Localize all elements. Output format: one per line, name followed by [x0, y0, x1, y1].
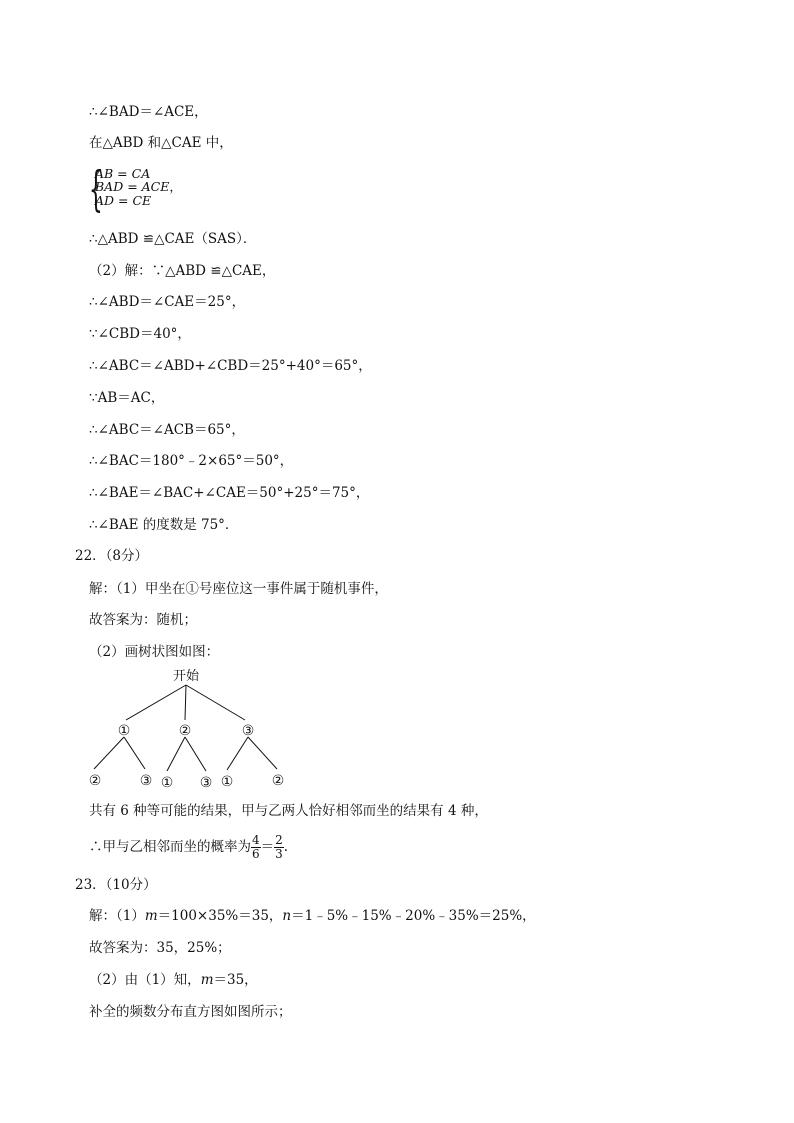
- q22-line-3: （2）画树状图如图：: [89, 644, 220, 660]
- system-brace: {: [89, 161, 103, 217]
- proof-line-12: ∴∠BAE 的度数是 75°．: [89, 517, 239, 533]
- tree-node-1: ①: [117, 723, 131, 739]
- tree-node-2: ②: [178, 723, 192, 739]
- q23-line-2: 故答案为：35，25%；: [89, 940, 231, 956]
- proof-line-10: ∴∠BAC＝180°﹣2×65°＝50°，: [89, 453, 294, 469]
- q22-line-1: 解：（1）甲坐在①号座位这一事件属于随机事件，: [89, 581, 388, 597]
- proof-line-11: ∴∠BAE＝∠BAC+∠CAE＝50°+25°＝75°，: [89, 485, 370, 501]
- proof-line-6: ∵∠CBD＝40°，: [89, 326, 191, 342]
- question-23-heading: 23．（10分）: [75, 877, 157, 893]
- proof-line-4: （2）解：∵△ABD ≌△CAE，: [89, 263, 276, 279]
- fraction-4-6: $\frac{4}{6}$: [252, 833, 260, 861]
- q23-line-1: 解：（1）m＝100×35%＝35，n＝1﹣5%﹣15%﹣20%﹣35%＝25%，: [89, 908, 536, 924]
- proof-line-9: ∴∠ABC＝∠ACB＝65°，: [89, 422, 245, 438]
- q23-line-4: 补全的频数分布直方图如图所示；: [89, 1004, 292, 1020]
- fraction-2-3: $\frac{2}{3}$: [275, 833, 283, 861]
- proof-line-2: 在△ABD 和△CAE 中，: [89, 135, 233, 151]
- tree-leaf-1b: ③: [139, 773, 153, 789]
- q22-line-5: ∴甲与乙相邻而坐的概率为 $\frac{4}{6}$ ＝ $\frac{2}{3}$ .: [89, 833, 289, 861]
- tree-leaf-3b: ②: [271, 773, 285, 789]
- proof-line-8: ∵AB＝AC，: [89, 390, 165, 406]
- q23-line-3: （2）由（1）知，m＝35，: [89, 972, 258, 988]
- tree-node-3: ③: [241, 723, 255, 739]
- q22-line-2: 故答案为：随机；: [89, 612, 197, 628]
- question-22-heading: 22．（8分）: [75, 548, 149, 564]
- proof-line-1: ∴∠BAD＝∠ACE，: [89, 104, 208, 120]
- proof-line-5: ∴∠ABD＝∠CAE＝25°，: [89, 294, 246, 310]
- tree-leaf-2a: ①: [160, 775, 174, 790]
- system-eq-3: AD = CE: [95, 193, 152, 208]
- tree-leaf-2b: ③: [199, 775, 213, 790]
- tree-diagram: [82, 665, 322, 790]
- proof-line-7: ∴∠ABC＝∠ABD+∠CBD＝25°+40°＝65°，: [89, 358, 372, 374]
- tree-leaf-1a: ②: [88, 773, 102, 789]
- tree-leaf-3a: ①: [220, 774, 234, 790]
- system-eq-1: AB = CA: [95, 166, 151, 181]
- q22-line-4: 共有 6 种等可能的结果，甲与乙两人恰好相邻而坐的结果有 4 种，: [89, 803, 488, 819]
- tree-root: 开始: [172, 669, 200, 684]
- proof-line-3: ∴△ABD ≌△CAE（SAS）．: [89, 231, 257, 247]
- system-eq-2: BAD = ACE，: [95, 179, 182, 194]
